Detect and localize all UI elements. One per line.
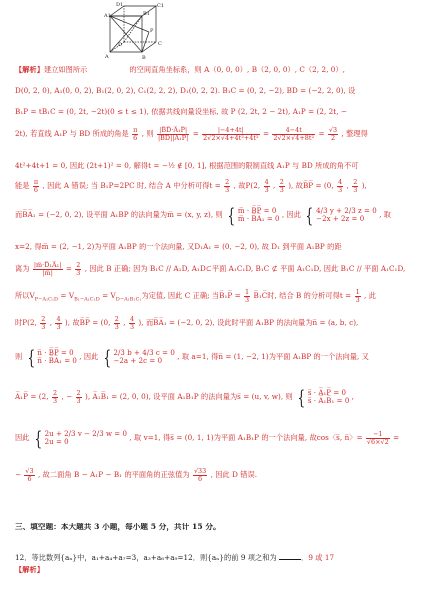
answer-blank [279, 553, 301, 560]
solution-line-1: 【解析】建立如图所示 的空间直角坐标系，则 A（0, 0, 0）, B（2, 0, 0）, C（2, 2, 0）, [15, 66, 345, 74]
solution-line-14: 因此 { 2u + 2/3 v − 2/3 w = 0 2u = 0 , 取 v=1, 得s̅ = (0, 1, 1)为平面 A₁B₁P 的一个法向量, 故cos〈s̅, n̅〉= $\frac{-1}{√6\times√2}$ = [15, 426, 400, 450]
solution-line-10: 所以$V_{P-A_1C_1D} = V_{B_1-A_1C_1D} = V_{D-A_1B_1C_1}$为定值, 因此 C 正确; 当B̅₁P̅ = $\frac{1}{3}$ B̅₁C̅时, 结合 B 的分析可得t = $\frac{1}{3}$ , 此 [15, 287, 376, 304]
label-a1: A1 [104, 13, 111, 19]
solution-line-7: 而B̅A̅₁ = (−2, 0, 2), 设平面 A₁BP 的法向量为m̅ = (x, y, z), 则 { m̅ · B̅P̅ = 0 m̅ · B̅A̅₁ = 0 , 因此 { 4/3 y + 2/3 z = 0 −2x + 2z = 0 , 取 [15, 204, 391, 226]
section-heading: 三、填空题：本大题共 3 小题，每小题 5 分，共计 15 分。 [15, 523, 221, 531]
solution-line-9: 离为 $\frac{\text{|m̅·D̅₁A̅₁|}}{|m̅|}$ = $\frac{2}{3}$ , 因此 B 正确; 因为 B₁C // A₁D, A₁D⊂平面 A₁C₁D, B₁C ⊄ 平面 A₁C₁D, 因此 B₁C // 平面 A₁C₁D, [15, 260, 406, 277]
question-12-analysis [15, 566, 415, 575]
label-p: P [150, 28, 154, 34]
solution-line-11: 时P(2, $\frac{2}{3}$ , $\frac{4}{3}$ ), 故B̅P̅ = (0, $\frac{2}{3}$ , $\frac{4}{3}$ ), 而B̅A̅₁ = (−2, 0, 2), 设此时平面 A₁BP 的法向量为n̅ = (a, b, c), [15, 314, 359, 331]
label-d1: D1 [116, 2, 124, 8]
analysis-tag: 【解析】 [15, 66, 44, 74]
solution-line-8: x=2, 得m̅ = (2, −1, 2)为平面 A₁BP 的一个法向量, 又D̅₁A̅₁ = (0, −2, 0), 故 D₁ 到平面 A₁BP 的距 [15, 243, 342, 251]
question-stem: 12．等比数列{aₙ}中，a₁+a₄+a₇=3，a₃+a₆+a₉=12．则{aₙ}的前 9 项之和为 [15, 553, 277, 562]
solution-line-2: D(0, 2, 0), A₁(0, 0, 2), B₁(2, 0, 2), C₁(2, 2, 2), D₁(0, 2, 2). B̅₁C̅ = (0, 2, −2), B̅D̅ = (−2, 2, 0), 设 [15, 87, 356, 95]
analysis-tag-2: 【解析】 [15, 566, 44, 574]
label-a: A [105, 54, 109, 60]
solution-line-6: 能是 $\frac{\pi}{6}$ , 因此 A 错误; 当 B₁P=2PC 时, 结合 A 中分析可得t = $\frac{2}{3}$ , 故P(2, $\frac{4}{3}$ , $\frac{2}{3}$ ), 故B̅P̅ = (0, $\frac{4}{3}$ , $\frac{2}{3}$ ), [15, 177, 367, 194]
solution-line-15: − $\frac{√3}{6}$ , 故二面角 B − A₁P − B₁ 的平面角的正弦值为 $\frac{√33}{6}$ , 因此 D 错误. [15, 466, 258, 483]
label-c1: C1 [157, 3, 164, 9]
solution-line-5: 4t²+4t+1 = 0, 因此 (2t+1)² = 0, 解得t = −½ ∉ [0, 1], 根据范围的限制直线 A₁P 与 BD 所成的角不可 [15, 162, 359, 170]
solution-line-13: A̅₁P̅ = (2, $\frac{2}{3}$ , − $\frac{2}{3}$ ), A̅₁B̅₁ = (2, 0, 0), 设平面 A₁B₁P 的法向量为s̅ = (u, v, w), 则 { s̅ · A̅₁P̅ = 0 s̅ · A̅₁B̅₁ = 0 , [15, 385, 355, 409]
question-answer: ．9 或 17 [301, 553, 335, 562]
solution-line-3: B̅₁P̅ = tB̅₁C̅ = (0, 2t, −2t)(0 ≤ t ≤ 1), 依据共线向量设坐标, 故 P (2, 2t, 2 − 2t), A̅₁P̅ = (2, 2t, − [15, 108, 347, 116]
solution-line-4: 2t), 若直线 A₁P 与 BD 所成的角是 $\frac{\pi}{6}$ , 则 $\frac{\text{|B̅D̅·A̅₁P̅|}}{\text{|B̅D̅||A̅₁P̅|}}$ = $\frac{|-4+4t|}{\text{2√2×√4+4t²+4t²}}$ = $\frac{4-4t}{\text{2√2×√4+8t²}}$ = $\frac{√3}{2}$ , 整理得 [15, 125, 368, 142]
question-12 [15, 553, 415, 563]
label-b1: B1 [143, 11, 150, 17]
label-c: C [158, 41, 162, 47]
label-d: D [118, 42, 123, 48]
label-b: B [142, 55, 146, 61]
solution-line-12: 则 { n̅ · B̅P̅ = 0 n̅ · B̅A̅₁ = 0 , 因此 { 2/3 b + 4/3 c = 0 −2a + 2c = 0 , 取 a=1, 得n̅ = (1, −2, 1)为平面 A₁BP 的一个法向量, 又 [15, 345, 369, 369]
cube-figure [104, 2, 164, 64]
